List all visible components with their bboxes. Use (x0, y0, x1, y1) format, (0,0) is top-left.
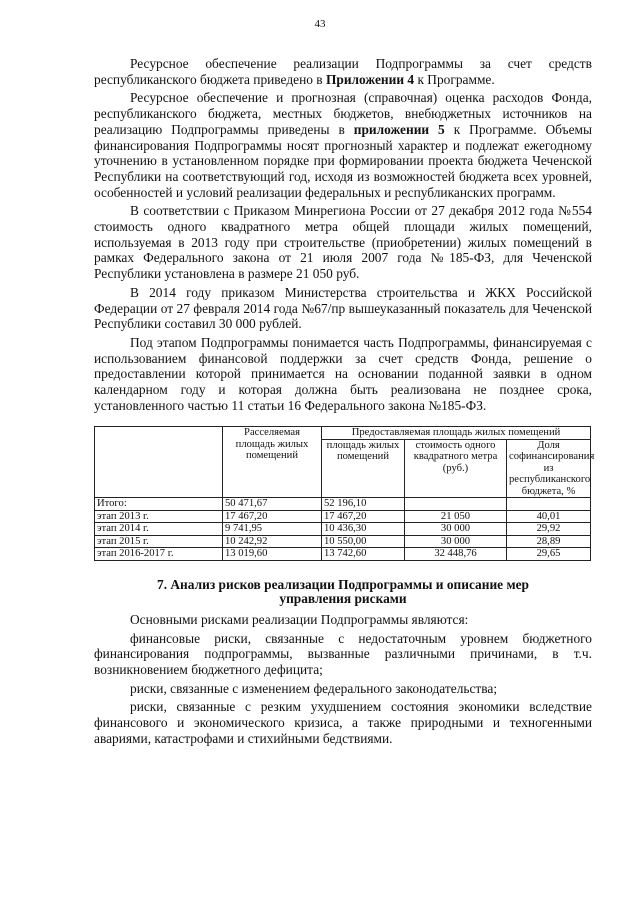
paragraph-minregion-order: В соответствии с Приказом Минрегиона России от 27 декабря 2012 года №554 стоимость одного квадратного метра общей площади жилых помещений, используемая в 2013 году при строительстве (приобретении) жилых помещений в рамках Федерального закона от 21 июля 2007 года №185-ФЗ, для Чеченской Республики установлена в размере 21 050 руб. (94, 203, 592, 282)
row-label: Итого: (95, 498, 223, 511)
paragraph-resource-republican (94, 56, 592, 87)
table-row (95, 510, 591, 523)
column-header-cost: стоимость одного квадратного метра (руб.) (405, 439, 507, 498)
column-group-header-provided: Предоставляемая площадь жилых помещений (322, 427, 591, 440)
paragraph-text: к Программе. Объемы финансирования Подпрограммы носят прогнозный характер и подлежат ежегодному уточнению в установленном порядке при формировании проекта бюджета Чеченской Республики на соответствующий год, исходя из возможностей бюджета всех уровней, особенностей и условий реализации федеральных и республиканских программ. (94, 121, 593, 200)
cell-resettled: 50 471,67 (223, 498, 322, 511)
housing-area-table (94, 426, 595, 561)
section-7-heading-line2: управления рисками (279, 590, 407, 606)
table-row (95, 498, 591, 511)
cell-cost: 30 000 (405, 535, 507, 548)
cell-area: 52 196,10 (322, 498, 405, 511)
cell-cost: 21 050 (405, 510, 507, 523)
cell-share: 40,01 (507, 510, 591, 523)
section-7-heading (94, 578, 592, 606)
risk-financial: финансовые риски, связанные с недостаточным уровнем бюджетного финансирования подпрограммы, вызванные различными причинами, в т.ч. возникновением бюджетного дефицита; (94, 630, 592, 678)
appendix-5-reference: приложении 5 (353, 121, 445, 137)
page-number: 43 (314, 18, 326, 30)
cell-cost (405, 498, 507, 511)
document-body (94, 56, 595, 750)
section-7-heading-line1: 7. Анализ рисков реализации Подпрограммы и описание мер (157, 576, 529, 592)
cell-share (507, 498, 591, 511)
cell-area: 13 742,60 (322, 548, 405, 561)
cell-resettled: 17 467,20 (223, 510, 322, 523)
cell-share: 29,65 (507, 548, 591, 561)
cell-share: 28,89 (507, 535, 591, 548)
cell-share: 29,92 (507, 523, 591, 536)
row-label: этап 2014 г. (95, 523, 223, 536)
cell-resettled: 13 019,60 (223, 548, 322, 561)
row-label: этап 2016-2017 г. (95, 548, 223, 561)
cell-area: 10 436,30 (322, 523, 405, 536)
table-header-row (95, 427, 591, 440)
cell-cost: 32 448,76 (405, 548, 507, 561)
paragraph-resource-forecast (94, 90, 592, 200)
row-label: этап 2013 г. (95, 510, 223, 523)
row-label: этап 2015 г. (95, 535, 223, 548)
column-header-resettled: Расселяемая площадь жилых помещений (223, 427, 322, 498)
column-header-share: Доля софинансирования из республиканского бюджета, % (507, 439, 591, 498)
cell-area: 17 467,20 (322, 510, 405, 523)
column-header-area: площадь жилых помещений (322, 439, 405, 498)
table-row (95, 523, 591, 536)
risk-legislation: риски, связанные с изменением федерального законодательства; (130, 680, 498, 696)
cell-cost: 30 000 (405, 523, 507, 536)
table-row (95, 535, 591, 548)
risks-intro: Основными рисками реализации Подпрограммы являются: (130, 611, 469, 627)
appendix-4-reference: Приложении 4 (325, 71, 415, 87)
paragraph-stage-definition: Под этапом Подпрограммы понимается часть Подпрограммы, финансируемая с использованием финансовой поддержки за счет средств Фонда, решение о предоставлении которой принимается на основании поданной заявки в одном календарном году и которая должна быть реализована не позднее срока, установленного частью 11 статьи 16 Федерального закона №185-ФЗ. (94, 334, 592, 413)
cell-resettled: 9 741,95 (223, 523, 322, 536)
cell-resettled: 10 242,92 (223, 535, 322, 548)
paragraph-text: Ресурсное обеспечение и прогнозная (справочная) оценка расходов Фонда, республиканского бюджета, местных бюджетов, внебюджетных источников на реализацию Подпрограммы приведены в (94, 90, 592, 137)
paragraph-text: к Программе. (414, 71, 495, 87)
risk-economic: риски, связанные с резким ухудшением состояния экономики вследствие финансового и экономического кризиса, а также природными и техногенными авариями, катастрофами и стихийными бедствиями. (94, 699, 592, 746)
table-corner-cell (95, 427, 223, 498)
paragraph-text: Ресурсное обеспечение реализации Подпрограммы за счет средств республиканского бюджета приведено в (94, 56, 592, 87)
paragraph-ministry-order-2014: В 2014 году приказом Министерства строительства и ЖКХ Российской Федерации от 27 февраля 2014 года №67/пр вышеуказанный показатель для Чеченской Республики составил 30 000 рублей. (94, 284, 592, 332)
table-row (95, 548, 591, 561)
cell-area: 10 550,00 (322, 535, 405, 548)
